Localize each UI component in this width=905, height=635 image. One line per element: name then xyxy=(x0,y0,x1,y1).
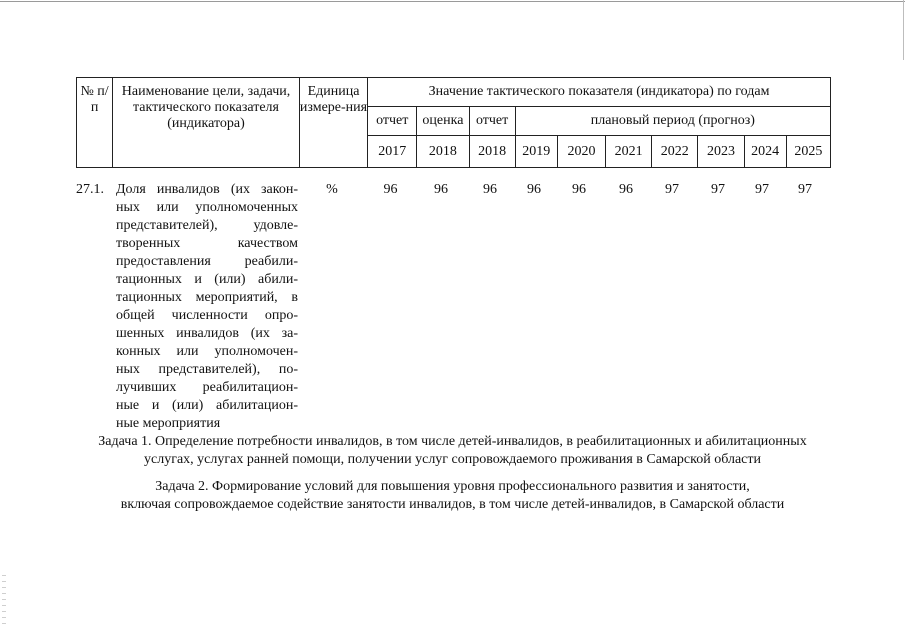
row-value: 97 xyxy=(798,182,812,197)
name-line: Доля инвалидов (их закон- xyxy=(116,182,298,197)
name-line: тационных и (или) абили- xyxy=(116,272,298,287)
header-sub-report-2: отчет xyxy=(469,107,515,136)
header-unit: Единица измере-ния xyxy=(299,78,367,168)
header-year: 2017 xyxy=(368,136,417,168)
name-line: лучивших реабилитацион- xyxy=(116,380,298,395)
row-value: 97 xyxy=(665,182,679,197)
task-2-heading xyxy=(60,478,845,514)
name-line: ных или уполномоченных xyxy=(116,200,298,215)
header-year: 2020 xyxy=(557,136,605,168)
row-value: 96 xyxy=(619,182,633,197)
name-line: творенных качеством xyxy=(116,236,298,251)
header-sub-estimate: оценка xyxy=(417,107,469,136)
task-2-line: Задача 2. Формирование условий для повышения уровня профессионального развития и занятости, xyxy=(155,479,750,494)
name-line: конных или уполномочен- xyxy=(116,344,298,359)
row-value: 97 xyxy=(755,182,769,197)
scan-margin-marks xyxy=(2,575,6,625)
indicator-table-header xyxy=(76,77,831,168)
row-indicator-name xyxy=(116,181,298,433)
row-unit: % xyxy=(326,182,338,197)
row-number: 27.1. xyxy=(76,182,104,197)
name-line: общей численности опро- xyxy=(116,308,298,323)
row-value: 96 xyxy=(383,182,398,197)
name-line: представителей), удовле- xyxy=(116,218,298,233)
header-values-title: Значение тактического показателя (индикатора) по годам xyxy=(368,78,831,107)
scan-top-border xyxy=(0,1,905,2)
scan-right-border xyxy=(903,0,904,60)
header-year: 2018 xyxy=(417,136,469,168)
header-year: 2023 xyxy=(698,136,744,168)
header-year: 2018 xyxy=(469,136,515,168)
name-line: тационных мероприятий, в xyxy=(116,290,298,305)
row-value: 96 xyxy=(483,182,497,197)
task-1-line: Задача 1. Определение потребности инвалидов, в том числе детей-инвалидов, в реабилитационных и абилитационных xyxy=(98,434,807,449)
header-year: 2019 xyxy=(515,136,557,168)
header-year: 2025 xyxy=(786,136,830,168)
header-year: 2024 xyxy=(744,136,786,168)
name-line: ные и (или) абилитацион- xyxy=(116,398,298,413)
task-2-line: включая сопровождаемое содействие занятости инвалидов, в том числе детей-инвалидов, в Самарской области xyxy=(120,497,785,512)
name-line: предоставления реабили- xyxy=(116,254,298,269)
header-name: Наименование цели, задачи, тактического показателя (индикатора) xyxy=(113,78,300,168)
header-number: № п/п xyxy=(77,78,113,168)
header-planned-period: плановый период (прогноз) xyxy=(515,107,830,136)
row-value: 96 xyxy=(527,182,541,197)
row-value: 96 xyxy=(434,182,448,197)
name-line: ных представителей), по- xyxy=(116,362,298,377)
name-line: шенных инвалидов (их за- xyxy=(116,326,298,341)
row-value: 97 xyxy=(711,182,725,197)
header-year: 2021 xyxy=(606,136,652,168)
task-1-heading xyxy=(60,433,845,469)
header-sub-report: отчет xyxy=(368,107,417,136)
name-line: ные мероприятия xyxy=(116,416,221,431)
row-value: 96 xyxy=(572,182,586,197)
task-1-line: услугах, услугах ранней помощи, получении услуг сопровождаемого проживания в Самарской области xyxy=(144,452,761,467)
header-year: 2022 xyxy=(652,136,698,168)
